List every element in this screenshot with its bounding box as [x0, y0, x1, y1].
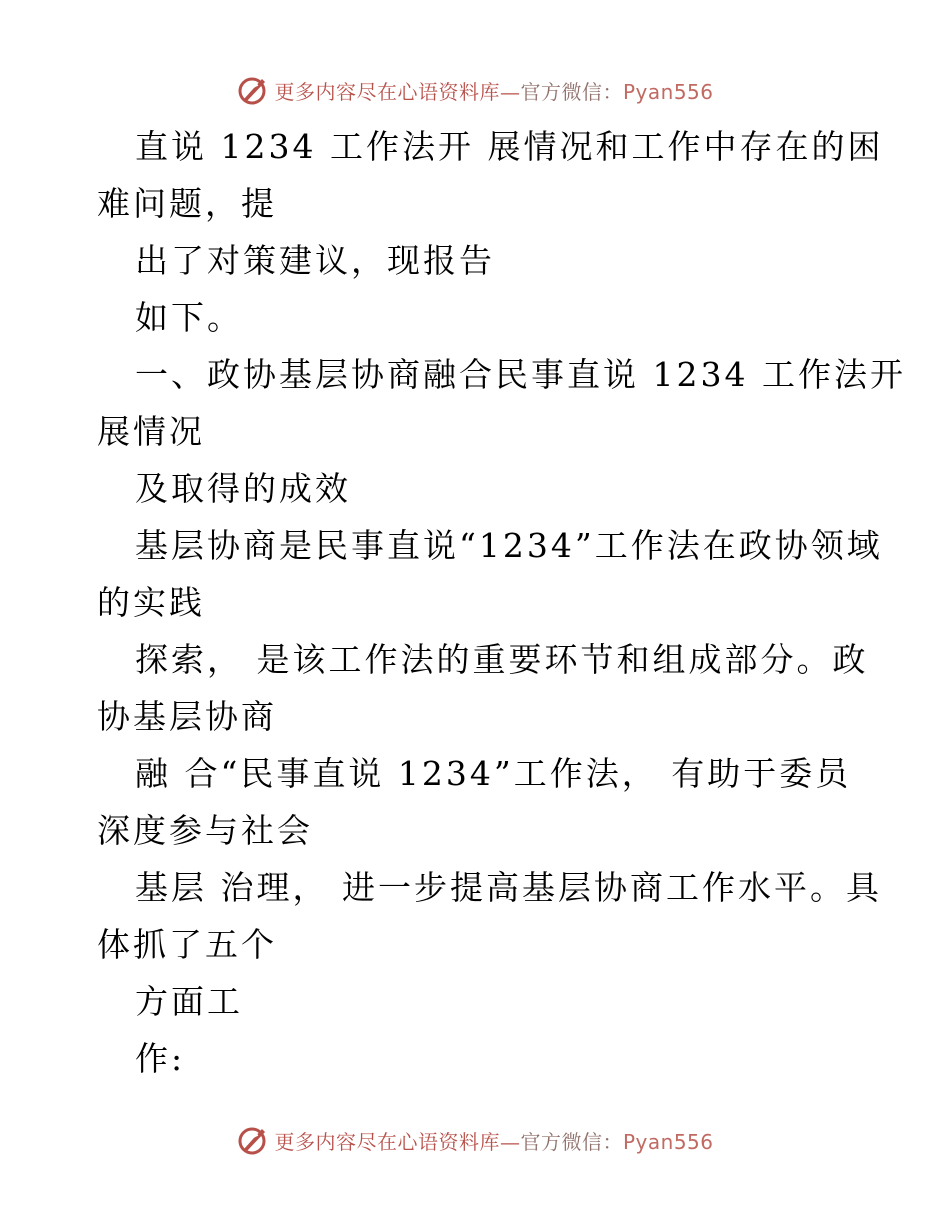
watermark-wechat-label: 官方微信：	[520, 79, 623, 104]
body-line: 如下。	[135, 298, 243, 337]
body-line: 基层协商是民事直说“1234”工作法在政协领域	[135, 526, 883, 565]
body-line: 探索， 是该工作法的重要环节和组成部分。政	[135, 640, 869, 679]
body-line: 直说 1234 工作法开 展情况和工作中存在的困	[135, 127, 884, 166]
quill-seal-icon	[236, 1123, 270, 1157]
body-line: 作:	[135, 1039, 186, 1078]
body-line: 协基层协商	[97, 697, 277, 736]
document-body	[97, 118, 906, 1087]
watermark-dash: —	[499, 79, 521, 104]
watermark-dash: —	[499, 1129, 521, 1154]
watermark-wechat-label: 官方微信：	[520, 1129, 623, 1154]
body-line: 的实践	[97, 583, 205, 622]
section-heading-line: 一、政协基层协商融合民事直说 1234 工作法开	[135, 355, 906, 394]
body-line: 难问题，提	[97, 184, 277, 223]
watermark-main-text: 更多内容尽在心语资料库	[274, 79, 500, 104]
footer-watermark	[0, 1120, 950, 1160]
body-line: 基层 治理， 进一步提高基层协商工作水平。具	[135, 868, 882, 907]
header-watermark	[0, 70, 950, 110]
body-line: 体抓了五个	[97, 925, 277, 964]
section-heading-line: 展情况	[97, 412, 205, 451]
watermark-main-text: 更多内容尽在心语资料库	[274, 1129, 500, 1154]
body-line: 方面工	[135, 982, 243, 1021]
body-line: 深度参与社会	[97, 811, 313, 850]
body-line: 出了对策建议，现报告	[135, 241, 495, 280]
body-line: 融 合“民事直说 1234”工作法， 有助于委员	[135, 754, 852, 793]
section-heading-line: 及取得的成效	[135, 469, 351, 508]
quill-seal-icon	[236, 73, 270, 107]
watermark-wechat-id: Pyan556	[622, 79, 714, 104]
watermark-wechat-id: Pyan556	[622, 1129, 714, 1154]
